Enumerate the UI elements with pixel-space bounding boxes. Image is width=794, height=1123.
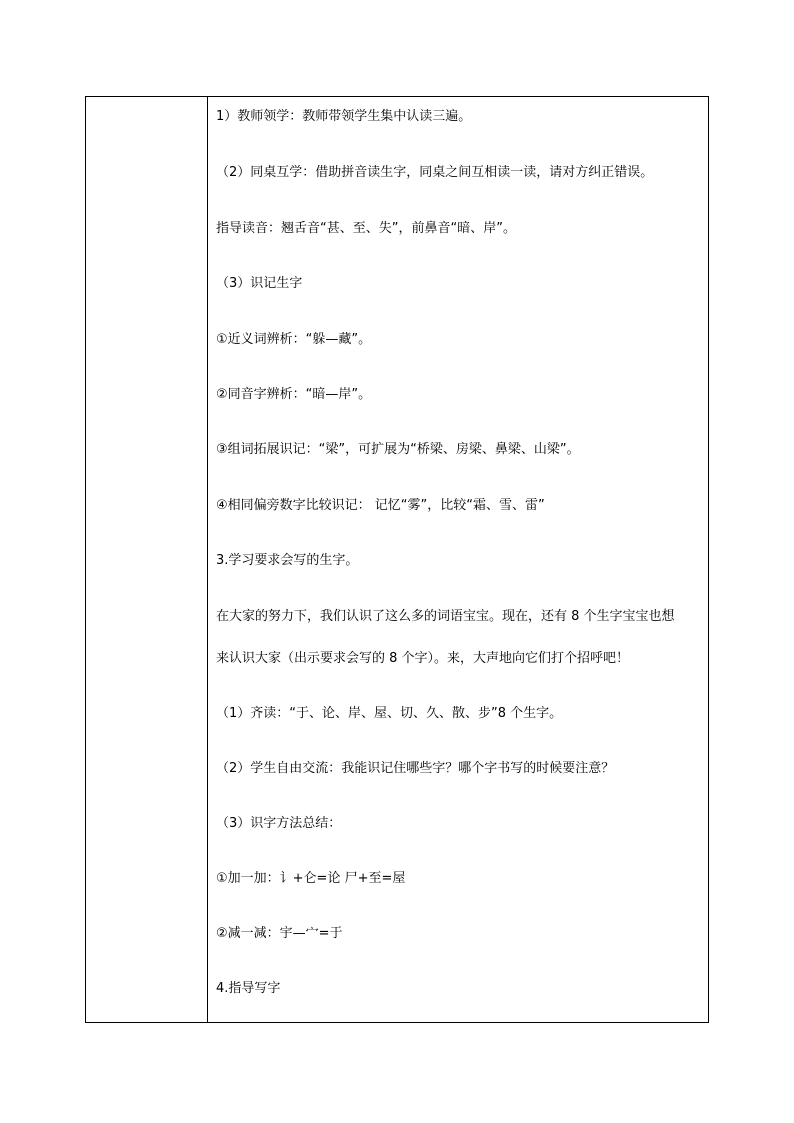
text-line: 1）教师领学：教师带领学生集中认读三遍。: [216, 109, 472, 124]
text-line: 4.指导写字: [216, 981, 281, 996]
text-line: （2）学生自由交流：我能识记住哪些字？哪个字书写的时候要注意？: [216, 761, 615, 776]
text-line: （3）识字方法总结：: [216, 816, 342, 831]
text-line: ②同音字辨析：“暗—岸”。: [216, 387, 372, 402]
text-line: ④相同偏旁数字比较识记： 记忆“雾”，比较“霜、雪、雷”: [216, 498, 545, 513]
text-line: 指导读音：翘舌音“甚、至、失”，前鼻音“暗、岸”。: [216, 221, 516, 236]
text-line: 来认识大家（出示要求会写的 8 个字）。来，大声地向它们打个招呼吧！: [216, 651, 630, 666]
text-line: ③组词拓展识记：“梁”，可扩展为“桥梁、房梁、鼻梁、山梁”。: [216, 442, 580, 457]
text-line: 在大家的努力下，我们认识了这么多的词语宝宝。现在，还有 8 个生字宝宝也想: [216, 609, 675, 624]
text-line: ①近义词辨析：“躲—藏”。: [216, 332, 372, 347]
text-line: （2）同桌互学：借助拼音读生字，同桌之间互相读一读，请对方纠正错误。: [216, 165, 654, 180]
text-line: ②减一减：宇—宀=于: [216, 926, 343, 941]
lesson-content-cell: [208, 97, 709, 1023]
text-line: ①加一加：讠+仑=论 尸+至=屋: [216, 871, 406, 886]
text-line: （1）齐读：“于、论、岸、屋、切、久、散、步”8 个生字。: [216, 706, 563, 721]
text-line: （3）识记生字: [216, 276, 303, 291]
lesson-plan-table: [85, 96, 709, 1023]
text-line: 3.学习要求会写的生字。: [216, 553, 359, 568]
section-label-cell: [86, 97, 208, 1023]
table-row: [86, 97, 709, 1023]
